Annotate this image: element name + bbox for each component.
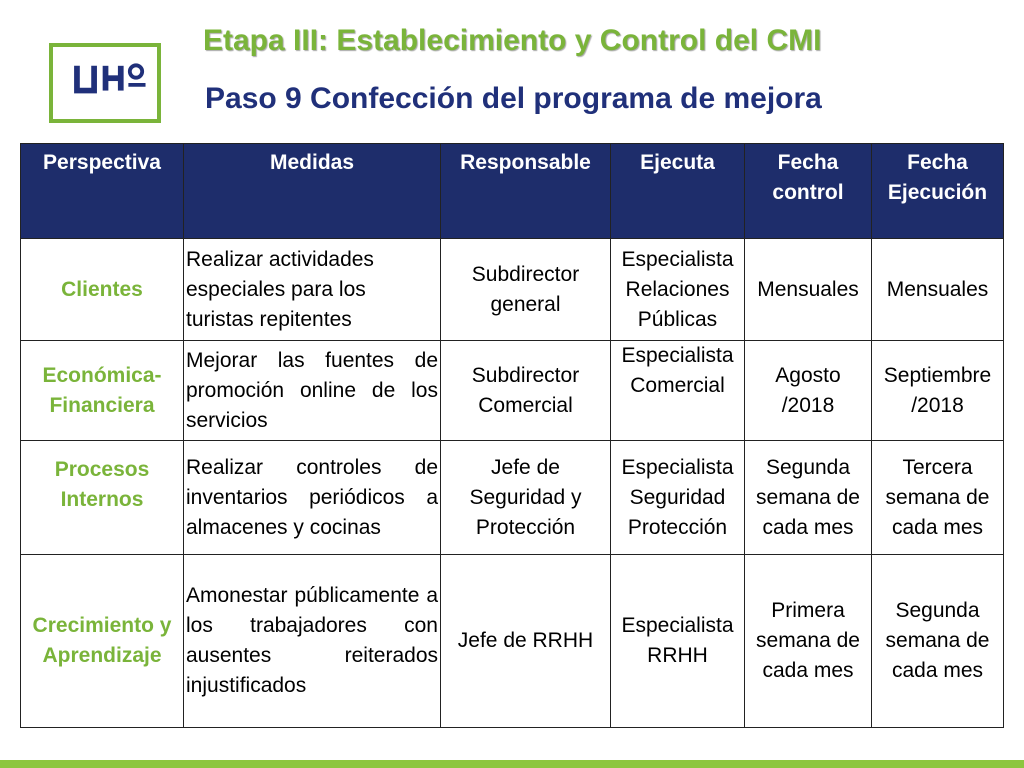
ejecuta-cell: Especialista RRHH: [611, 555, 745, 728]
medidas-cell: Amonestar públicamente a los trabajadores con ausentes reiterados injustificados: [184, 555, 441, 728]
fecha-ejecucion-cell: Tercera semana de cada mes: [872, 441, 1004, 555]
fecha-ejecucion-cell: Segunda semana de cada mes: [872, 555, 1004, 728]
header-fecha-ejecucion: Fecha Ejecución: [872, 144, 1004, 239]
fecha-control-cell: Segunda semana de cada mes: [745, 441, 872, 555]
responsable-cell: Jefe de RRHH: [441, 555, 611, 728]
medidas-cell: Mejorar las fuentes de promoción online de los servicios: [184, 341, 441, 441]
perspectiva-cell: Crecimiento y Aprendizaje: [21, 555, 184, 728]
uh-logo: [71, 62, 161, 102]
header-fecha-control: Fecha control: [745, 144, 872, 239]
table-row: [21, 555, 1004, 728]
perspectiva-cell: Procesos Internos: [21, 441, 184, 555]
responsable-cell: Jefe de Seguridad y Protección: [441, 441, 611, 555]
footer-accent-bar: [0, 760, 1024, 768]
ejecuta-cell: Especialista Comercial: [611, 341, 745, 441]
fecha-control-cell: Mensuales: [745, 239, 872, 341]
table-row: [21, 239, 1004, 341]
responsable-cell: Subdirector Comercial: [441, 341, 611, 441]
table-header-row: [21, 144, 1004, 239]
improvement-plan-table: [20, 143, 1004, 728]
ejecuta-cell: Especialista Seguridad Protección: [611, 441, 745, 555]
fecha-control-cell: Agosto /2018: [745, 341, 872, 441]
medidas-cell: Realizar controles de inventarios periódicos a almacenes y cocinas: [184, 441, 441, 555]
header-medidas: Medidas: [184, 144, 441, 239]
slide-title: Etapa III: Establecimiento y Control del CMI: [203, 24, 822, 57]
table-row: [21, 341, 1004, 441]
header-perspectiva: Perspectiva: [21, 144, 184, 239]
header-responsable: Responsable: [441, 144, 611, 239]
table-row: [21, 441, 1004, 555]
fecha-ejecucion-cell: Septiembre /2018: [872, 341, 1004, 441]
header-ejecuta: Ejecuta: [611, 144, 745, 239]
medidas-cell: Realizar actividades especiales para los turistas repitentes: [184, 239, 441, 341]
responsable-cell: Subdirector general: [441, 239, 611, 341]
ejecuta-cell: Especialista Relaciones Públicas: [611, 239, 745, 341]
slide-subtitle: Paso 9 Confección del programa de mejora: [205, 82, 822, 115]
perspectiva-cell: Clientes: [21, 239, 184, 341]
perspectiva-cell: Económica-Financiera: [21, 341, 184, 441]
fecha-control-cell: Primera semana de cada mes: [745, 555, 872, 728]
fecha-ejecucion-cell: Mensuales: [872, 239, 1004, 341]
